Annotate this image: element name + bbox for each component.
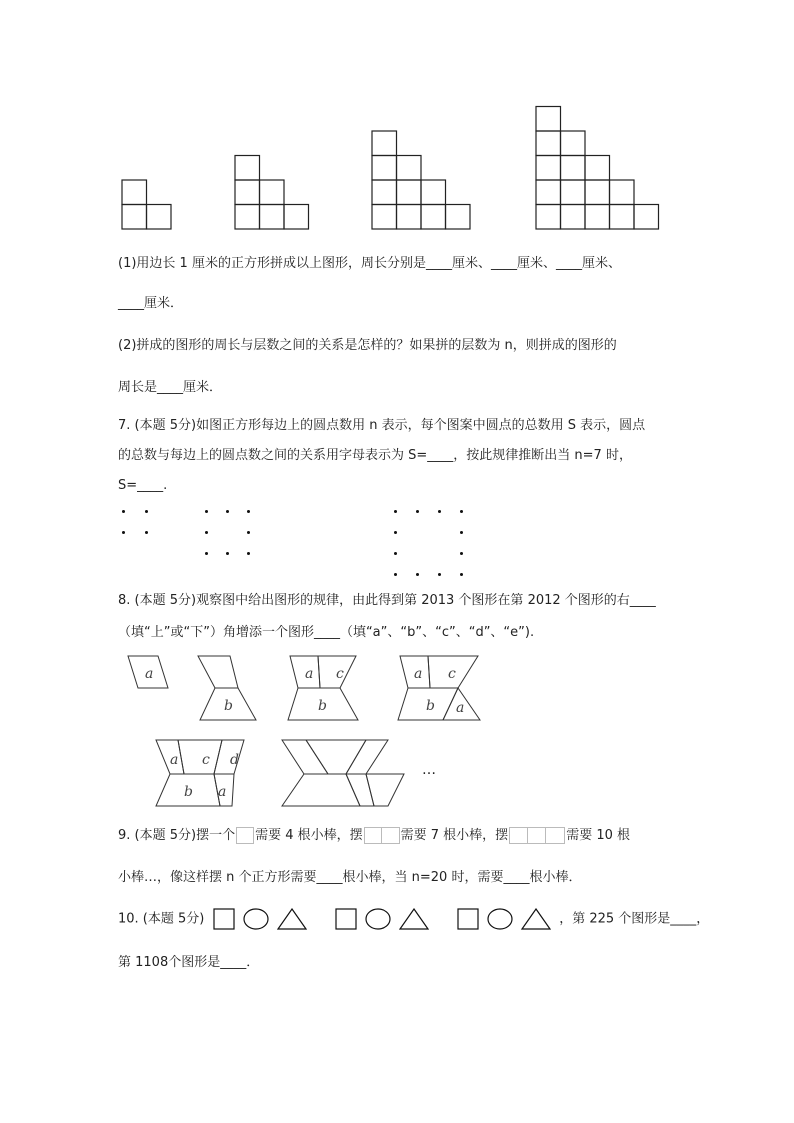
staircase-4-layers	[372, 131, 470, 229]
q7-line1: 7. (本题 5分)如图正方形每边上的圆点数用 n 表示，每个图案中圆点的总数用 S 表示，圆点	[118, 418, 646, 433]
pattern-5-label-b: b	[184, 784, 193, 800]
triangle-shape	[399, 908, 429, 930]
q9-prefix: 9. (本题 5分)摆一个	[118, 828, 236, 843]
q9-mid3: 需要 10 根	[566, 828, 630, 843]
circle-shape	[365, 908, 391, 930]
two-squares-icon	[364, 827, 400, 844]
staircase-2-layers	[122, 180, 171, 229]
q8-pattern-figures	[118, 650, 498, 815]
pattern-3-label-c: c	[336, 666, 344, 682]
q7-line3: S=____.	[118, 478, 168, 493]
q10-suffix: ，第 225 个图形是____，	[559, 911, 710, 927]
q9-mid1: 需要 4 根小棒，摆	[255, 828, 363, 843]
pattern-3-label-a: a	[305, 666, 314, 682]
q10-line2: 第 1108个图形是____．	[118, 955, 260, 970]
pattern-4-label-c: c	[448, 666, 456, 682]
pattern-6-shape-2	[306, 740, 366, 774]
shape-sequence	[209, 912, 560, 927]
pattern-3-label-b: b	[318, 698, 327, 714]
staircase-3-layers	[235, 156, 309, 230]
pattern-5-label-d: d	[230, 752, 239, 768]
triangle-shape	[521, 908, 551, 930]
q6-part1-line1: (1)用边长 1 厘米的正方形拼成以上图形，周长分别是____厘米、____厘米、____厘米、	[118, 256, 621, 271]
q8-ellipsis: …	[422, 762, 436, 778]
pattern-4-label-a2: a	[456, 700, 465, 716]
circle-shape	[487, 908, 513, 930]
pattern-5-label-a2: a	[218, 784, 227, 800]
pattern-6-shape-6	[366, 774, 404, 806]
pattern-4-label-b: b	[426, 698, 435, 714]
triangle-shape	[277, 908, 307, 930]
q6-part2-line2: 周长是____厘米．	[118, 380, 223, 395]
square-shape	[335, 908, 357, 930]
q8-line2: （填“上”或“下”）角增添一个图形____（填“a”、“b”、“c”、“d”、“e”).	[118, 625, 535, 640]
pattern-2-shape-top	[198, 656, 238, 688]
three-squares-icon	[509, 827, 565, 844]
q9-line1	[118, 827, 630, 844]
pattern-5-shape-d	[214, 740, 244, 774]
q6-part2-line1: (2)拼成的图形的周长与层数之间的关系是怎样的？如果拼的层数为 n，则拼成的图形的	[118, 338, 617, 353]
pattern-5-label-c: c	[202, 752, 210, 768]
pattern-1-label-a: a	[145, 666, 154, 682]
q10-line1	[118, 908, 709, 931]
q9-line2: 小棒…，像这样摆 n 个正方形需要____根小棒，当 n=20 时，需要____根小棒．	[118, 870, 582, 885]
staircase-figures	[118, 100, 678, 235]
q10-prefix: 10. (本题 5分)	[118, 911, 205, 927]
q8-line1: 8. (本题 5分)观察图中给出图形的规律，由此得到第 2013 个图形在第 2012 个图形的右____	[118, 593, 656, 608]
pattern-6-shape-1	[282, 740, 328, 774]
pattern-6-shape-3	[346, 740, 388, 774]
square-shape	[213, 908, 235, 930]
one-square-icon	[236, 827, 254, 844]
pattern-4-label-a: a	[414, 666, 423, 682]
pattern-5-label-a: a	[170, 752, 179, 768]
staircase-5-layers	[536, 107, 659, 230]
q6-part1-line2: ____厘米．	[118, 296, 184, 311]
q7-line2: 的总数与每边上的圆点数之间的关系用字母表示为 S=____，按此规律推断出当 n=7 时，	[118, 448, 632, 463]
q9-mid2: 需要 7 根小棒，摆	[400, 828, 509, 843]
square-shape	[457, 908, 479, 930]
pattern-2-label-b: b	[224, 698, 233, 714]
circle-shape	[243, 908, 269, 930]
